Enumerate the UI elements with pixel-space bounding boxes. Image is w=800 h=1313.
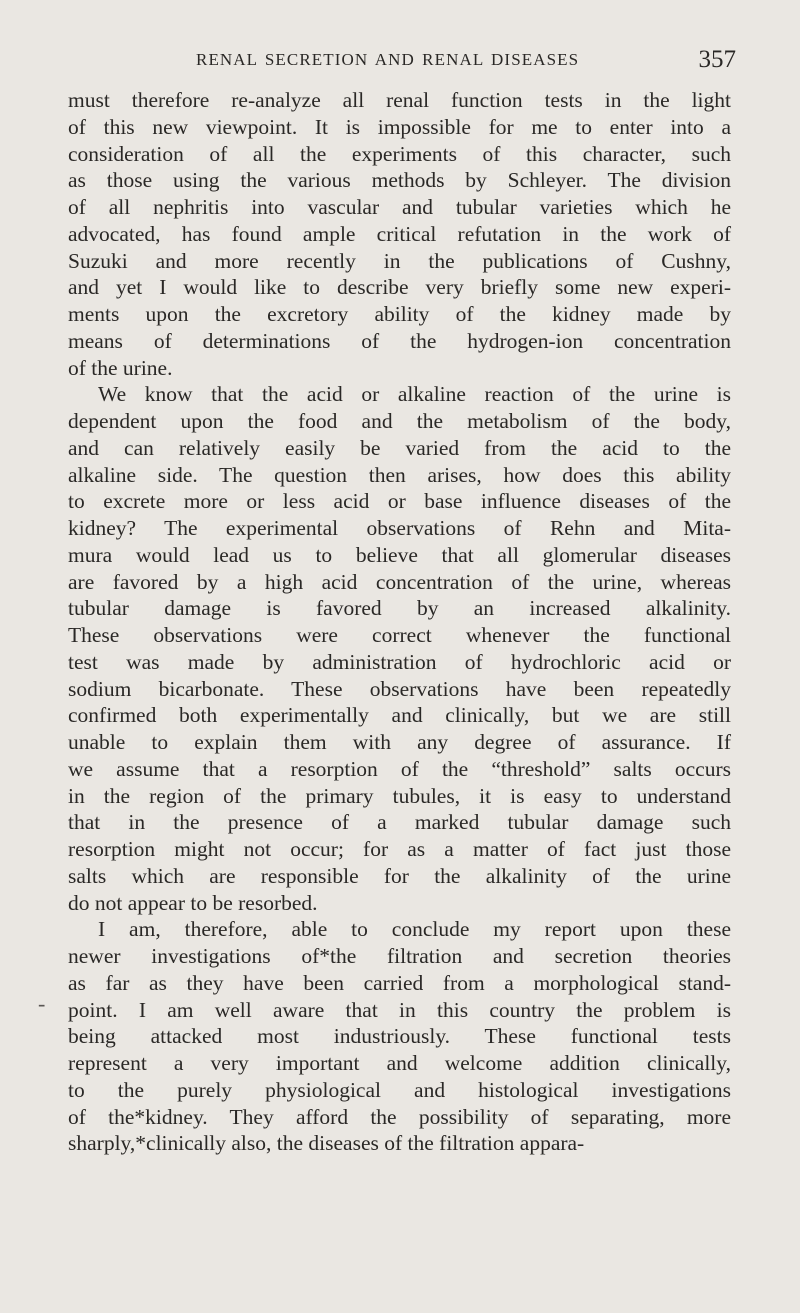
text-line: of this new viewpoint. It is impossible for me to enter into a: [68, 114, 731, 139]
text-line: we assume that a resorption of the “threshold” salts occurs: [68, 756, 731, 781]
text-line: as far as they have been carried from a morphological stand-: [68, 970, 731, 995]
text-line: in the region of the primary tubules, it is easy to understand: [68, 783, 731, 808]
text-line: unable to explain them with any degree of assurance. If: [68, 730, 731, 754]
margin-mark: -: [38, 991, 46, 1016]
text-line: confirmed both experimentally and clinically, but we are still: [68, 703, 731, 728]
text-line: Suzuki and more recently in the publications of Cushny,: [68, 248, 731, 273]
text-line: resorption might not occur; for as a matter of fact just those: [68, 837, 731, 861]
text-line: ments upon the excretory ability of the kidney made by: [68, 302, 731, 326]
paragraph: [68, 916, 731, 1157]
text-line: kidney? The experimental observations of Rehn and Mita-: [68, 516, 731, 540]
running-title: RENAL SECRETION AND RENAL DISEASES: [196, 50, 580, 69]
text-line: must therefore re-analyze all renal function tests in the light: [68, 88, 731, 112]
text-line: mura would lead us to believe that all glomerular diseases: [68, 542, 731, 567]
running-head: [196, 42, 736, 78]
text-line: salts which are responsible for the alkalinity of the urine: [68, 863, 731, 888]
text-line: of all nephritis into vascular and tubular varieties which he: [68, 195, 731, 219]
text-line: of the urine.: [68, 355, 173, 380]
text-line: These observations were correct whenever the functional: [68, 623, 731, 647]
text-line: advocated, has found ample critical refutation in the work of: [68, 221, 731, 246]
text-line: are favored by a high acid concentration of the urine, whereas: [68, 569, 731, 594]
text-line: consideration of all the experiments of this character, such: [68, 141, 731, 166]
page-number: 357: [698, 46, 736, 73]
text-line: as those using the various methods by Schleyer. The division: [68, 168, 731, 193]
text-line: tubular damage is favored by an increased alkalinity.: [68, 596, 731, 621]
text-line: and can relatively easily be varied from the acid to the: [68, 435, 731, 460]
text-line: We know that the acid or alkaline reaction of the urine is: [98, 382, 731, 407]
body-text: [68, 87, 731, 1157]
text-line: do not appear to be resorbed.: [68, 890, 318, 915]
text-line: test was made by administration of hydrochloric acid or: [68, 649, 731, 674]
text-line: to excrete more or less acid or base influence diseases of the: [68, 489, 731, 514]
text-line: and yet I would like to describe very briefly some new experi-: [68, 275, 731, 300]
paragraph: [68, 87, 731, 381]
text-line: sodium bicarbonate. These observations have been repeatedly: [68, 676, 731, 701]
text-line: point. I am well aware that in this country the problem is: [68, 997, 731, 1022]
text-line: of the*kidney. They afford the possibility of separating, more: [68, 1104, 731, 1129]
text-line: alkaline side. The question then arises, how does this ability: [68, 462, 731, 487]
text-line: to the purely physiological and histological investigations: [68, 1077, 731, 1102]
text-line: sharply,*clinically also, the diseases of the filtration appara-: [68, 1131, 585, 1156]
text-line: newer investigations of*the filtration and secretion theories: [68, 944, 731, 968]
text-line: I am, therefore, able to conclude my report upon these: [98, 917, 731, 942]
text-line: dependent upon the food and the metabolism of the body,: [68, 409, 731, 433]
text-line: being attacked most industriously. These functional tests: [68, 1024, 731, 1049]
text-line: means of determinations of the hydrogen-ion concentration: [68, 328, 731, 353]
text-line: that in the presence of a marked tubular damage such: [68, 810, 731, 835]
text-line: represent a very important and welcome addition clinically,: [68, 1051, 731, 1075]
paragraph: [68, 381, 731, 916]
